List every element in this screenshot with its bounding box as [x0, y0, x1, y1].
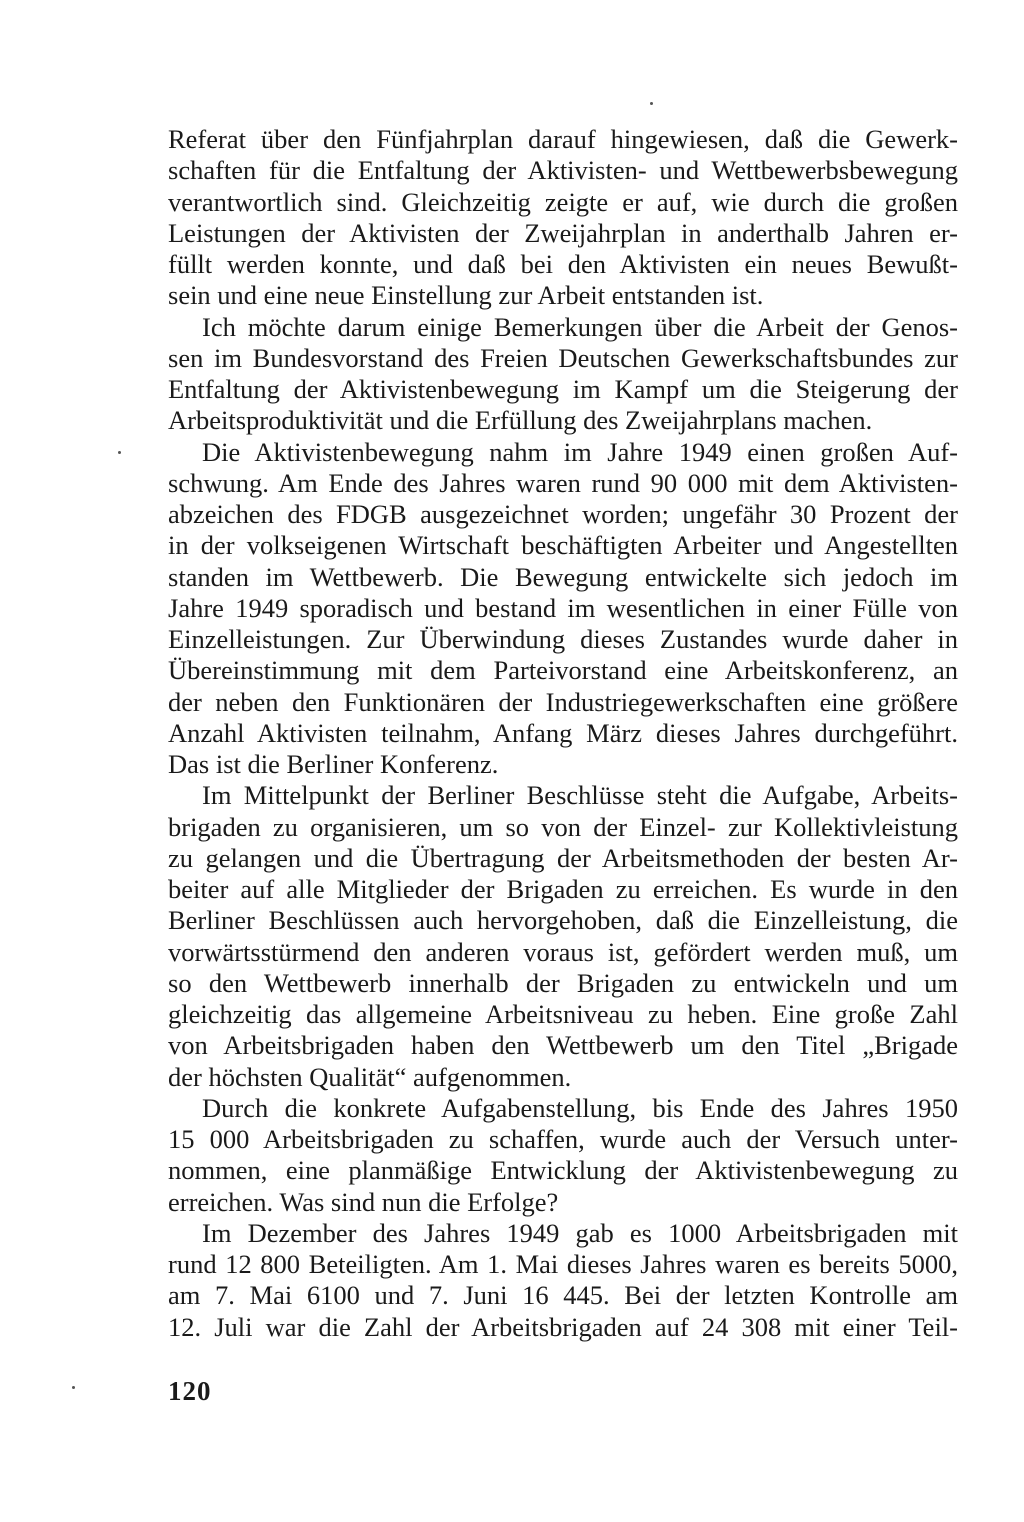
text-line: Anzahl Aktivisten teilnahm, Anfang März dieses Jahres durchgeführt. — [168, 717, 958, 748]
text-line: Ich möchte darum einige Bemerkungen über die Arbeit der Genos- — [202, 311, 958, 342]
text-line: sein und eine neue Einstellung zur Arbeit entstanden ist. — [168, 280, 764, 311]
text-line: füllt werden konnte, und daß bei den Aktivisten ein neues Bewußt- — [168, 249, 958, 279]
text-line: 12. Juli war die Zahl der Arbeitsbrigaden auf 24 308 mit einer Teil- — [168, 1311, 958, 1342]
text-line: Jahre 1949 sporadisch und bestand im wesentlichen in einer Fülle von — [168, 592, 958, 623]
text-line: Im Dezember des Jahres 1949 gab es 1000 Arbeitsbrigaden mit — [202, 1217, 958, 1248]
text-line: Einzelleistungen. Zur Überwindung dieses Zustandes wurde daher in — [168, 624, 958, 654]
text-line: Das ist die Berliner Konferenz. — [168, 749, 499, 779]
text-line: 15 000 Arbeitsbrigaden zu schaffen, wurde auch der Versuch unter- — [168, 1124, 958, 1154]
text-line: zu gelangen und die Übertragung der Arbeitsmethoden der besten Ar- — [168, 842, 958, 873]
text-line: standen im Wettbewerb. Die Bewegung entwickelte sich jedoch im — [168, 561, 958, 592]
text-line: Entfaltung der Aktivistenbewegung im Kampf um die Steigerung der — [168, 374, 958, 404]
text-line: von Arbeitsbrigaden haben den Wettbewerb um den Titel „Brigade — [168, 1030, 958, 1061]
text-line: abzeichen des FDGB ausgezeichnet worden; ungefähr 30 Prozent der — [168, 499, 958, 529]
text-line: Übereinstimmung mit dem Parteivorstand eine Arbeitskonferenz, an — [168, 655, 958, 686]
print-speck — [72, 1386, 75, 1389]
text-line: verantwortlich sind. Gleichzeitig zeigte er auf, wie durch die großen — [168, 186, 958, 217]
text-line: sen im Bundesvorstand des Freien Deutschen Gewerkschaftsbundes zur — [168, 342, 958, 373]
text-line: der höchsten Qualität“ aufgenommen. — [168, 1061, 572, 1092]
text-line: der neben den Funktionären der Industriegewerkschaften eine größere — [168, 686, 958, 717]
text-line: Arbeitsproduktivität und die Erfüllung des Zweijahrplans machen. — [168, 405, 873, 436]
text-line: schaften für die Entfaltung der Aktivisten- und Wettbewerbsbewegung — [168, 155, 958, 186]
text-line: Die Aktivistenbewegung nahm im Jahre 1949 einen großen Auf- — [202, 436, 958, 467]
text-line: schwung. Am Ende des Jahres waren rund 90 000 mit dem Aktivisten- — [168, 467, 958, 498]
print-speck — [118, 451, 121, 454]
text-line: Durch die konkrete Aufgabenstellung, bis Ende des Jahres 1950 — [202, 1092, 958, 1123]
text-line: Berliner Beschlüssen auch hervorgehoben, daß die Einzelleistung, die — [168, 905, 958, 936]
text-line: beiter auf alle Mitglieder der Brigaden zu erreichen. Es wurde in den — [168, 874, 958, 904]
text-line: Referat über den Fünfjahrplan darauf hingewiesen, daß die Gewerk- — [168, 124, 958, 154]
text-line: erreichen. Was sind nun die Erfolge? — [168, 1186, 559, 1217]
text-line: vorwärtsstürmend den anderen voraus ist, gefördert werden muß, um — [168, 936, 958, 967]
page-number: 120 — [168, 1376, 212, 1406]
text-line: rund 12 800 Beteiligten. Am 1. Mai dieses Jahres waren es bereits 5000, — [168, 1249, 958, 1279]
body-text — [168, 124, 958, 1343]
text-line: gleichzeitig das allgemeine Arbeitsniveau zu heben. Eine große Zahl — [168, 999, 958, 1029]
text-line: in der volkseigenen Wirtschaft beschäftigten Arbeiter und Angestellten — [168, 530, 958, 561]
text-line: Im Mittelpunkt der Berliner Beschlüsse steht die Aufgabe, Arbeits- — [202, 780, 958, 811]
text-line: so den Wettbewerb innerhalb der Brigaden zu entwickeln und um — [168, 967, 958, 998]
text-line: nommen, eine planmäßige Entwicklung der Aktivistenbewegung zu — [168, 1155, 958, 1186]
text-line: Leistungen der Aktivisten der Zweijahrplan in anderthalb Jahren er- — [168, 217, 958, 248]
text-line: brigaden zu organisieren, um so von der Einzel- zur Kollektivleistung — [168, 811, 958, 842]
print-speck — [650, 102, 653, 105]
text-line: am 7. Mai 6100 und 7. Juni 16 445. Bei der letzten Kontrolle am — [168, 1280, 958, 1311]
